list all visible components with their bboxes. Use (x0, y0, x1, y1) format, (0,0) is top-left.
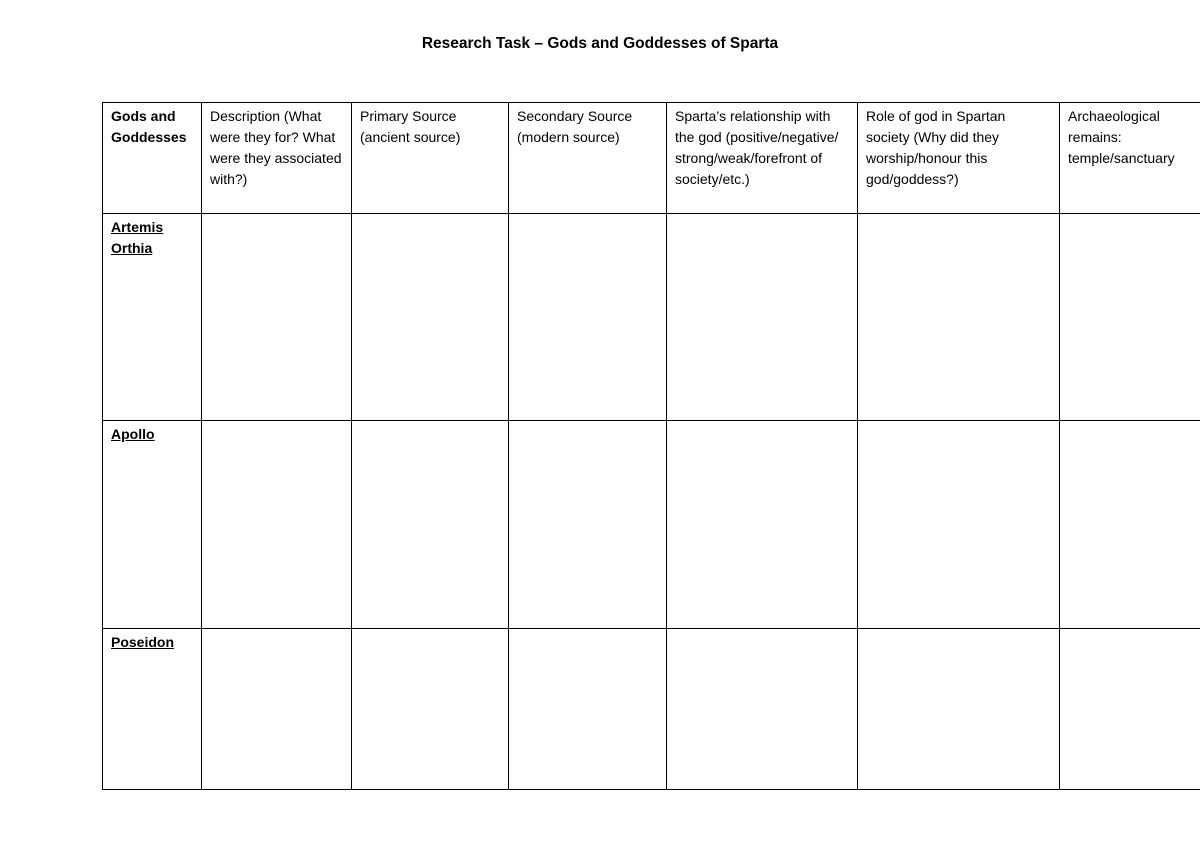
primary-source-cell[interactable] (352, 629, 509, 790)
description-cell[interactable] (202, 214, 352, 421)
page-title: Research Task – Gods and Goddesses of Sparta (421, 35, 779, 52)
relationship-cell[interactable] (667, 629, 858, 790)
description-cell[interactable] (202, 421, 352, 629)
primary-source-cell[interactable] (352, 421, 509, 629)
table-row (103, 214, 1200, 421)
role-cell[interactable] (858, 629, 1060, 790)
row-label-cell (103, 421, 202, 629)
relationship-cell[interactable] (667, 214, 858, 421)
row-label-cell (103, 629, 202, 790)
primary-source-cell[interactable] (352, 214, 509, 421)
archaeological-cell[interactable] (1060, 214, 1200, 421)
header-description: Description (What were they for? What were they associated with?) (202, 103, 352, 214)
secondary-source-cell[interactable] (509, 421, 667, 629)
secondary-source-cell[interactable] (509, 629, 667, 790)
table-row (103, 629, 1200, 790)
row-label: Poseidon (111, 634, 175, 650)
row-label: Apollo (111, 426, 155, 442)
secondary-source-cell[interactable] (509, 214, 667, 421)
row-label-cell (103, 214, 202, 421)
archaeological-cell[interactable] (1060, 421, 1200, 629)
role-cell[interactable] (858, 421, 1060, 629)
header-secondary-source: Secondary Source (modern source) (509, 103, 667, 214)
description-cell[interactable] (202, 629, 352, 790)
research-table (102, 102, 1200, 790)
archaeological-cell[interactable] (1060, 629, 1200, 790)
table-header-row (103, 103, 1200, 214)
header-gods-and-goddesses: Gods and Goddesses (103, 103, 202, 214)
role-cell[interactable] (858, 214, 1060, 421)
header-primary-source: Primary Source (ancient source) (352, 103, 509, 214)
relationship-cell[interactable] (667, 421, 858, 629)
header-spartas-relationship: Sparta’s relationship with the god (positive/negative/ strong/weak/forefront of society/etc.) (667, 103, 858, 214)
header-role-of-god: Role of god in Spartan society (Why did they worship/honour this god/goddess?) (858, 103, 1060, 214)
header-archaeological-remains: Archaeological remains: temple/sanctuary (1060, 103, 1200, 214)
table-row (103, 421, 1200, 629)
row-label: Artemis Orthia (111, 219, 164, 256)
